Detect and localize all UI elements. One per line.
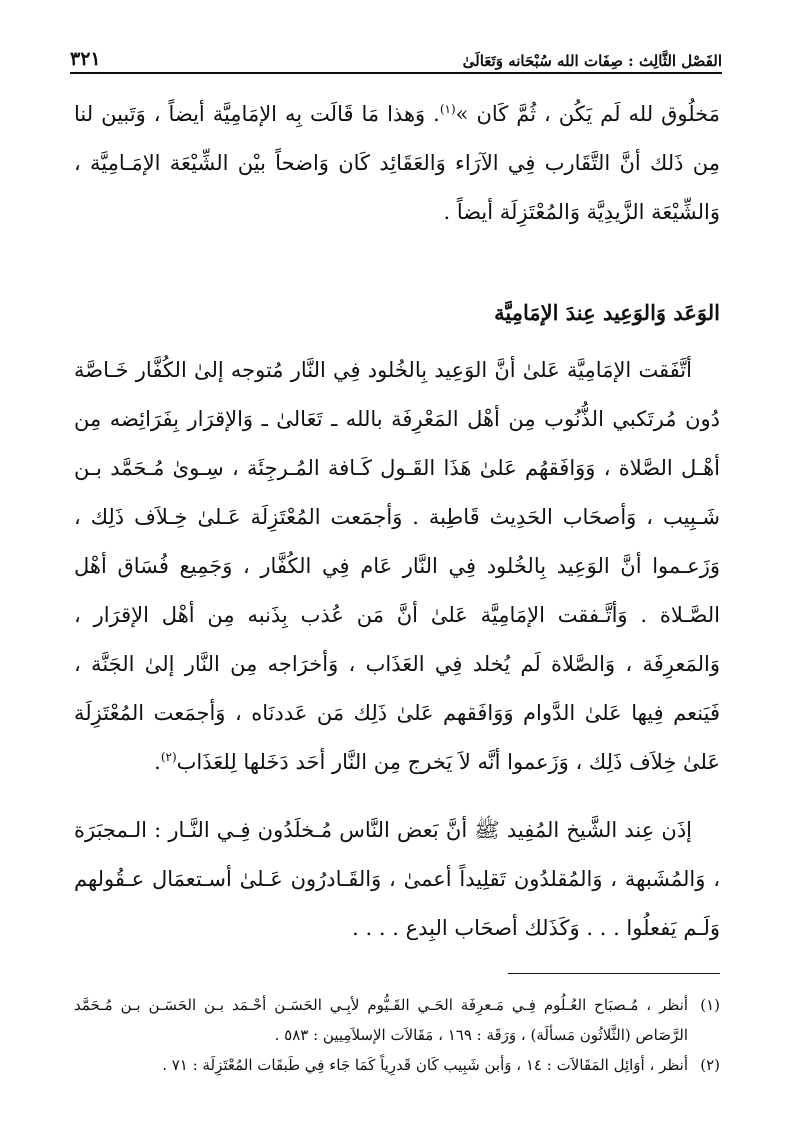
footnote-rule (508, 973, 720, 974)
footnote-1 (74, 990, 720, 1050)
page-number: ٣٢١ (70, 48, 101, 70)
footnote-2 (74, 1050, 720, 1080)
paragraph-imamiyya-end: . (154, 750, 161, 774)
header-rule (70, 72, 722, 74)
paragraph-intro (74, 90, 720, 237)
footnote-number: (٢) (700, 1056, 720, 1074)
paragraph-mufid (74, 806, 720, 953)
footnote-number: (١) (700, 996, 720, 1014)
paragraph-imamiyya-text: أتَّفَقت الإمَامِيَّة عَلىٰ أنَّ الوَعِيد بِالخُلود فِي النَّار مُتوجه إلىٰ الكُفَّار خَـاصَّة دُون مُرتَكبي الذُّنُوب مِن أهْل المَعْرِفَة بالله ـ تَعَالىٰ ـ وَالإقرَار بِفَرَائِضه مِن أهْـل الصَّلاة ، وَوَافَقهُم عَلىٰ هَذَا القَـول كَـافة المُـرجِئَة ، سِـوىٰ مُـحَمَّد بـن شَـبِيب ، وَأصحَاب الحَدِيث قَاطِبة . وَأجمَعت المُعْتَزِلَة عَـلىٰ خِـلاَف ذَلِك ، وَزَعـموا أنَّ الوَعِيد بِالخُلود فِي النَّار عَام فِي الكُفَّار ، وَجَمِيع فُسَاق أهْل الصَّـلاة . وَأتَّـفقت الإمَامِيَّة عَلىٰ أنَّ مَن عُذب بِذَنبه مِن أهْل الإقرَار ، وَالمَعرِفَة ، وَالصَّلاة لَم يُخلد فِي العَذَاب ، وَأخرَاجه مِن النَّار إلىٰ الجَنَّة ، فَيَنعم فِيها عَلىٰ الدَّوام وَوَافَقهم عَلىٰ ذَلِك مَن عَددنَاه ، وَأجمَعت المُعْتَزِلَة عَلىٰ خِلاَف ذَلِك ، وَزَعموا أنَّه لاَ يَخرج مِن النَّار أحَد دَخَلها لِلعَذَاب (74, 358, 720, 774)
running-title: الفَصْل الثَّالِث : صِفَات الله سُبْحَانه وَتَعَالَىٰ (462, 52, 722, 70)
paragraph-mufid-text: إذَن عِند الشَّيخ المُفِيد ﷺ أنَّ بَعض النَّاس مُـخلَدُون فِـي النَّـار : الـمجبَرَة ، وَالمُشَبهة ، وَالمُقلدُون تَقلِيداً أعمىٰ ، وَالقَـادرُون عَـلىٰ أسـتعمَال عـقُولهم وَلَـم يَفعلُوا . . . وَكَذَلك أصحَاب البِدع . . . . (74, 818, 720, 940)
footnote-ref-1[interactable]: (١) (439, 102, 456, 116)
paragraph-intro-rest: . وَهذا مَا قَالَت بِه الإمَامِيَّة أيضاً ، وَتَبين لنا مِن ذَلك أنَّ التَّقَارب فِي الآرَاء وَالعَقَائِد كَان وَاضحاً بيْن الشِّيْعَة الإمَـامِيَّة ، وَالشِّيْعَة الزَّيدِيَّة وَالمُعْتَزِلَة أيضاً . (74, 102, 720, 224)
footnotes (74, 990, 720, 1080)
footnote-text: أنظر ، أوَائِل المَقَالاَت : ١٤ ، وَأبن شَبِيب كَان قَدرِياً كَمَا جَاء فِي طَبقَات المُعْتَزِلَة : ٧١ . (162, 1056, 688, 1074)
footnote-ref-2[interactable]: (٢) (160, 750, 177, 764)
page-header (70, 38, 722, 70)
paragraph-intro-text: مَخلُوق لله لَم يَكُن ، ثُمَّ كَان » (455, 102, 720, 126)
paragraph-imamiyya (74, 346, 720, 787)
section-heading: الوَعَد وَالوَعِيد عِندَ الإمَامِيَّة (494, 300, 720, 325)
footnote-text: أنظر ، مُـصبَاح العُـلُوم فِـي مَـعرِفَة الحَـي القَـيُّوم لأبِـي الحَسَـن أحْـمَد بـن الحَسَـن بـن مُـحَمَّد الرَّصَاص (الثَّلاثُون مَسألَة) ، وَرَقَة : ١٦٩ ، مَقَالاَت الإسلاَمِيين : ٥٨٣ . (74, 996, 688, 1044)
